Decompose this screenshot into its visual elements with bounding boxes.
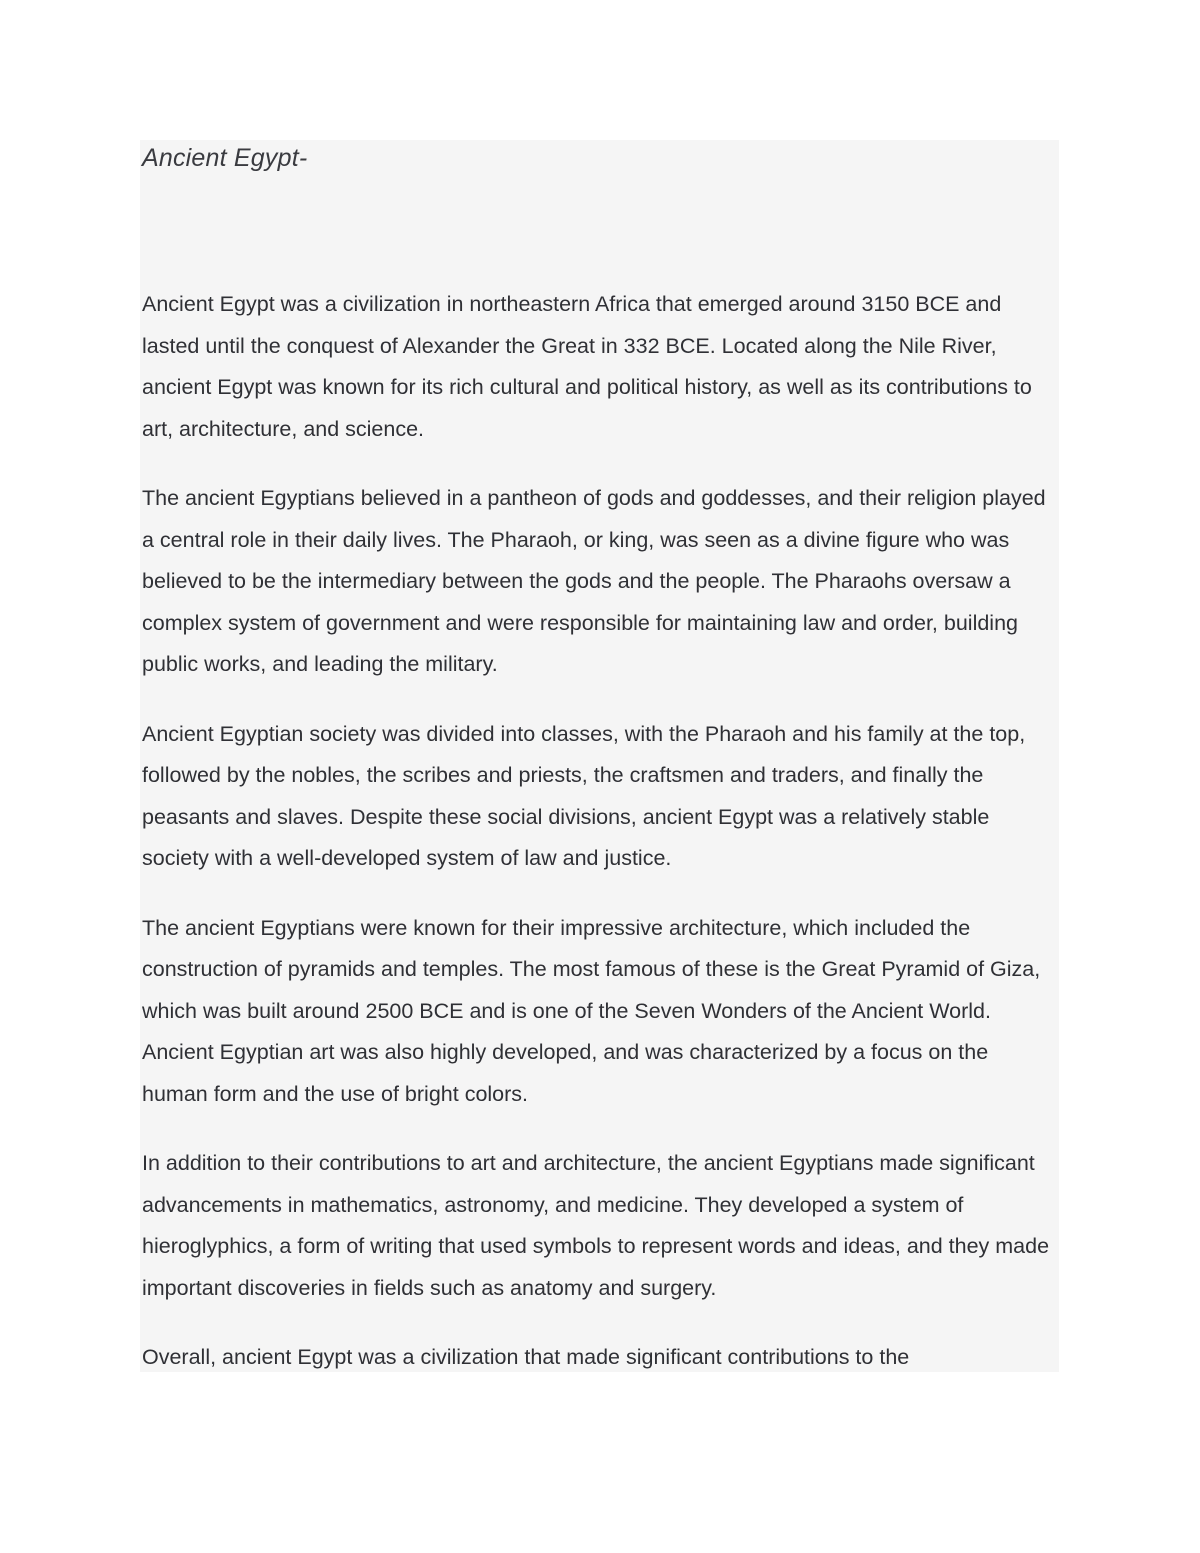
paragraph-overall: Overall, ancient Egypt was a civilization that made significant contributions to the xyxy=(142,1345,910,1369)
document-title: Ancient Egypt- xyxy=(142,144,308,172)
paragraph-intro: Ancient Egypt was a civilization in northeastern Africa that emerged around 3150 BCE and lasted until the conquest of Alexander the Great in 332 BCE. Located along the Nile River, ancient Egypt was known for its rich cultural and political history, as well as its contributions to art, architecture, and science. xyxy=(142,292,1032,441)
paragraph-architecture: The ancient Egyptians were known for their impressive architecture, which included the construction of pyramids and temples. The most famous of these is the Great Pyramid of Giza, which was built around 2500 BCE and is one of the Seven Wonders of the Ancient World. Ancient Egyptian art was also highly developed, and was characterized by a focus on the human form and the use of bright colors. xyxy=(142,915,1041,1106)
paragraph-society: Ancient Egyptian society was divided into classes, with the Pharaoh and his family at the top, followed by the nobles, the scribes and priests, the craftsmen and traders, and finally the peasants and slaves. Despite these social divisions, ancient Egypt was a relatively stable society with a well-developed system of law and justice. xyxy=(142,721,1026,870)
paragraph-science: In addition to their contributions to art and architecture, the ancient Egyptians made significant advancements in mathematics, astronomy, and medicine. They developed a system of hieroglyphics, a form of writing that used symbols to represent words and ideas, and they made important discoveries in fields such as anatomy and surgery. xyxy=(142,1151,1050,1300)
content-block xyxy=(140,140,1059,1372)
paragraph-religion: The ancient Egyptians believed in a pantheon of gods and goddesses, and their religion played a central role in their daily lives. The Pharaoh, or king, was seen as a divine figure who was believed to be the intermediary between the gods and the people. The Pharaohs oversaw a complex system of government and were responsible for maintaining law and order, building public works, and leading the military. xyxy=(142,486,1046,676)
body-text xyxy=(142,284,1054,1372)
